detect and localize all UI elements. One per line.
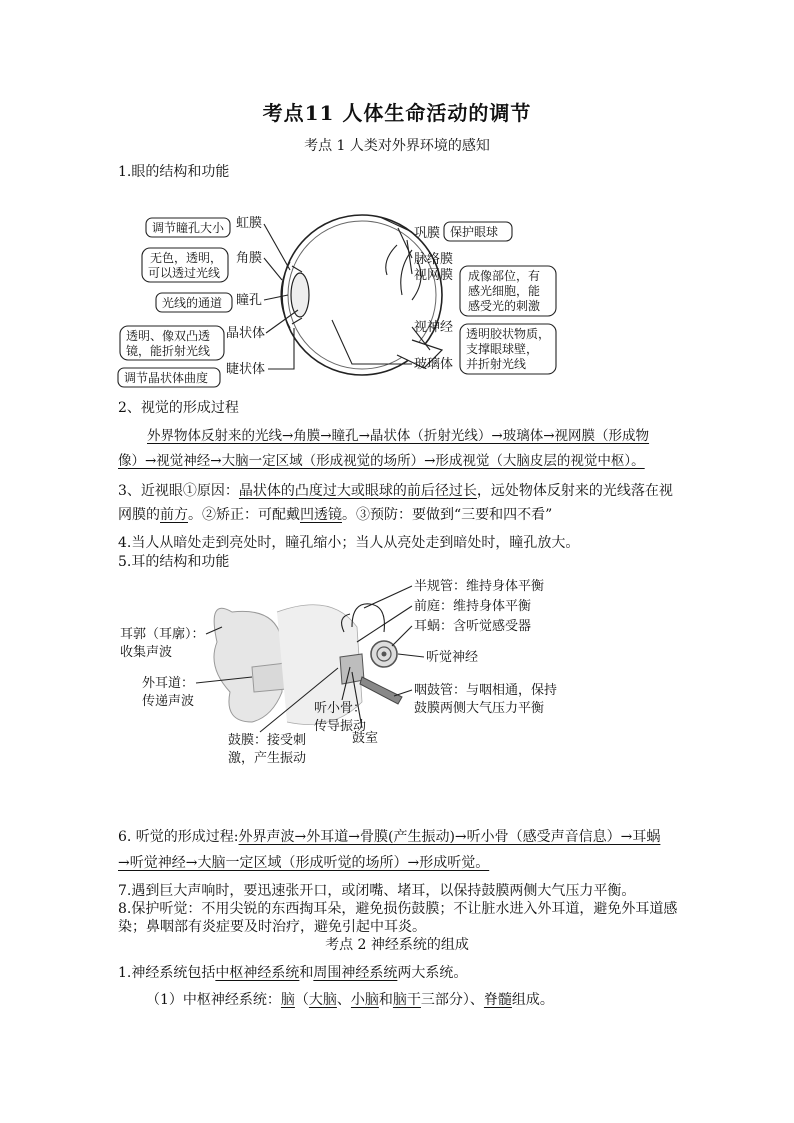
ear-heading: 5.耳的结构和功能 xyxy=(118,554,230,570)
label-tympanic-cavity: 鼓室 xyxy=(352,731,379,746)
hearing-line-2: →听觉神经→大脑一定区域（形成听觉的场所）→形成听觉。 xyxy=(118,855,490,871)
item-8-line-1: 8.保护听觉：不用尖锐的东西掏耳朵，避免损伤鼓膜；不让脏水进入外耳道，避免外耳道感 xyxy=(118,901,678,917)
note-vitreous-2: 支撑眼球壁， xyxy=(466,342,539,356)
note-vitreous-1: 透明胶状物质， xyxy=(466,327,551,341)
note-iris: 调节瞳孔大小 xyxy=(152,221,225,235)
note-lens-2: 镜，能折射光线 xyxy=(126,344,211,358)
note-pupil: 光线的通道 xyxy=(162,296,223,310)
myopia-line-1: 3、近视眼①原因：晶状体的凸度过大或眼球的前后径过长，远处物体反射来的光线落在视 xyxy=(118,483,673,499)
label-canal-1: 外耳道： xyxy=(142,676,195,691)
eye-diagram xyxy=(112,200,572,395)
pupil-reflex-line: 4.当人从暗处走到亮处时，瞳孔缩小；当人从亮处走到暗处时，瞳孔放大。 xyxy=(118,535,580,551)
label-semicircular: 半规管：维持身体平衡 xyxy=(414,579,545,594)
ear-diagram xyxy=(112,572,592,772)
note-cornea-2: 可以透过光线 xyxy=(148,266,221,280)
vision-heading: 2、视觉的形成过程 xyxy=(118,400,239,416)
middle-ear-shape xyxy=(340,654,364,684)
vision-line-2: 像）→视觉神经→大脑一定区域（形成视觉的场所）→形成视觉（大脑皮层的视觉中枢）。 xyxy=(118,453,645,469)
note-lens-1: 透明、像双凸透 xyxy=(126,329,211,343)
label-pinna-1: 耳郭（耳廓）： xyxy=(120,627,205,642)
label-canal-2: 传递声波 xyxy=(142,694,195,709)
label-eardrum-1: 鼓膜：接受刺 xyxy=(228,733,307,748)
label-eustachian-1: 咽鼓管：与咽相通，保持 xyxy=(414,683,558,698)
section-heading-2: 考点 2 神经系统的组成 xyxy=(325,937,469,953)
label-cochlea: 耳蜗：含听觉感受器 xyxy=(414,619,532,634)
eye-heading: 1.眼的结构和功能 xyxy=(118,164,230,180)
eustachian-tube-shape xyxy=(360,677,402,704)
label-optic-nerve: 视神经 xyxy=(414,320,454,335)
section-heading-1: 考点 1 人类对外界环境的感知 xyxy=(304,138,490,154)
label-ossicles-2: 传导振动 xyxy=(314,719,367,734)
label-eustachian-2: 鼓膜两侧大气压力平衡 xyxy=(414,701,545,716)
vision-line-1: 外界物体反射来的光线→角膜→瞳孔→晶状体（折射光线）→玻璃体→视网膜（形成物 xyxy=(147,428,650,444)
label-pupil: 瞳孔 xyxy=(236,293,263,308)
label-ossicles-1: 听小骨： xyxy=(314,701,367,716)
label-auditory-nerve: 听觉神经 xyxy=(426,650,479,665)
hearing-line-1: 6. 听觉的形成过程:外界声波→外耳道→骨膜(产生振动)→听小骨（感受声音信息）→耳蜗 xyxy=(118,829,661,845)
note-retina-3: 感受光的刺激 xyxy=(468,299,541,313)
label-vitreous: 玻璃体 xyxy=(414,357,454,372)
nervous-system-line-1: 1.神经系统包括中枢神经系统和周围神经系统两大系统。 xyxy=(118,965,468,981)
note-retina-1: 成像部位，有 xyxy=(468,269,541,283)
note-ciliary: 调节晶状体曲度 xyxy=(124,371,209,385)
item-8-line-2: 染；鼻咽部有炎症要及时治疗，避免引起中耳炎。 xyxy=(118,919,426,935)
label-retina: 视网膜 xyxy=(414,268,454,283)
label-pinna-2: 收集声波 xyxy=(120,645,173,660)
note-vitreous-3: 并折射光线 xyxy=(466,357,527,371)
myopia-line-2: 网膜的前方。②矫正：可配戴凹透镜。③预防：要做到“三要和四不看” xyxy=(118,507,553,523)
label-iris: 虹膜 xyxy=(236,216,263,231)
lens-shape xyxy=(291,273,309,317)
label-vestibule: 前庭：维持身体平衡 xyxy=(414,599,532,614)
page-title: 考点11 人体生命活动的调节 xyxy=(262,101,532,125)
note-sclera: 保护眼球 xyxy=(450,225,499,239)
label-eardrum-2: 激，产生振动 xyxy=(228,751,307,766)
item-7: 7.遇到巨大声响时，要迅速张开口，或闭嘴、堵耳，以保持鼓膜两侧大气压力平衡。 xyxy=(118,883,636,899)
label-cornea: 角膜 xyxy=(236,251,263,266)
label-ciliary: 睫状体 xyxy=(226,362,266,377)
label-choroid: 脉络膜 xyxy=(414,252,454,267)
label-lens: 晶状体 xyxy=(226,326,266,341)
label-sclera: 巩膜 xyxy=(414,226,441,241)
note-cornea-1: 无色，透明， xyxy=(150,251,223,265)
nervous-system-line-2: （1）中枢神经系统：脑（大脑、小脑和脑干三部分）、脊髓组成。 xyxy=(146,992,554,1008)
note-retina-2: 感光细胞，能 xyxy=(468,284,541,298)
